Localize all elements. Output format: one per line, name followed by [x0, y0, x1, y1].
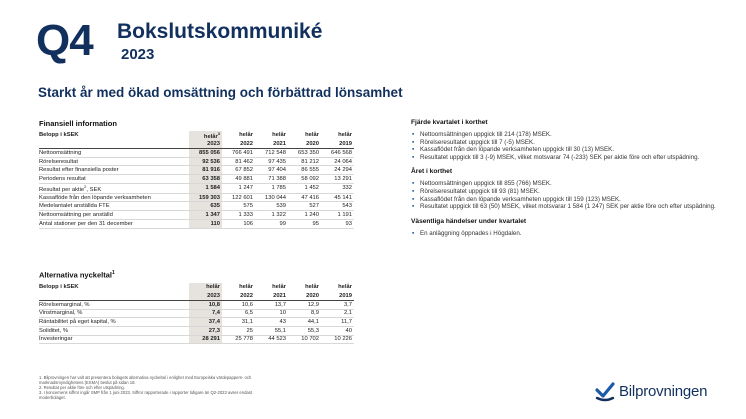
table-cell: 45 141 — [321, 193, 354, 202]
row-label — [39, 149, 189, 158]
column-header — [255, 283, 288, 292]
row-label-text: Räntabilitet på eget kapital, % — [39, 319, 116, 326]
column-header-text: helår — [206, 284, 220, 291]
year-header: 2022 — [222, 292, 255, 301]
table-cell: 539 — [255, 202, 288, 211]
table-row — [39, 149, 354, 158]
column-header-text: helår — [305, 284, 319, 291]
row-label — [39, 157, 189, 166]
table-cell: 543 — [321, 202, 354, 211]
table-cell: 855 056 — [189, 149, 222, 158]
table-cell: 97 404 — [255, 166, 288, 175]
row-label-text: Nettoomsättning per anställd — [39, 212, 113, 218]
table-cell: 766 491 — [222, 149, 255, 158]
row-label — [39, 326, 189, 335]
year-highlights-title: Året i korthet — [411, 168, 453, 176]
table-row — [39, 335, 354, 344]
table-cell: 159 303 — [189, 193, 222, 202]
row-label — [39, 166, 189, 175]
table-cell: 92 536 — [189, 157, 222, 166]
footnote-line: 2. Resultat per aktie före och efter utspädning. — [39, 385, 125, 390]
table-cell: 110 — [189, 219, 222, 228]
year-header: 2019 — [321, 140, 354, 149]
table-cell: 81 916 — [189, 166, 222, 175]
table-cell: 37,4 — [189, 318, 222, 327]
table-cell: 44,1 — [288, 318, 321, 327]
footnote-ref: 3 — [217, 131, 220, 136]
table-cell: 1 347 — [189, 211, 222, 220]
table-row — [39, 202, 354, 211]
blank-cell — [39, 140, 189, 149]
table-cell: 1 191 — [321, 211, 354, 220]
table-cell: 24 064 — [321, 157, 354, 166]
events-title: Väsentliga händelser under kvartalet — [411, 217, 527, 225]
year-row — [39, 140, 354, 149]
column-header — [321, 131, 354, 140]
blank-cell — [39, 292, 189, 301]
alternative-kpi-table — [39, 283, 354, 344]
footnote-line: 3. I koncernens siffror ingår SMP från 1 juni 2023. Siffror rapporterade i rapporter tidigare än Q2-2023 avser endast — [39, 390, 252, 395]
brand-name: Bilprovningen — [619, 382, 708, 400]
table-cell: 527 — [288, 202, 321, 211]
table-cell: 67 852 — [222, 166, 255, 175]
year-header: 2023 — [189, 140, 222, 149]
footnote-ref: 2 — [84, 183, 87, 189]
events-list — [411, 230, 731, 238]
table-row — [39, 309, 354, 318]
table-cell: 106 — [222, 219, 255, 228]
column-header-text: helår — [239, 132, 253, 139]
row-label-text: Antal stationer per den 31 december — [39, 220, 133, 227]
table-cell: 575 — [222, 202, 255, 211]
table-cell: 2,1 — [321, 309, 354, 318]
year-header: 2019 — [321, 292, 354, 301]
table-cell: 1 785 — [255, 183, 288, 193]
row-label-text: Rörelseresultat — [39, 158, 78, 165]
table-cell: 99 — [255, 219, 288, 228]
table-cell: 44 523 — [255, 335, 288, 344]
table-row — [39, 193, 354, 202]
column-header-text: helår — [203, 133, 218, 140]
row-label-text: Nettoomsättning — [39, 149, 82, 156]
table-cell: 28 291 — [189, 335, 222, 344]
table-cell: 712 548 — [255, 149, 288, 158]
footnote-line: 1. Bilprovningen har valt att presentera bolagets alternativa nyckeltal i enlighet med Europeiska värdepappers- och — [39, 375, 252, 380]
table-cell: 10 702 — [288, 335, 321, 344]
alternative-kpi-title — [39, 270, 115, 280]
table-cell: 10 226 — [321, 335, 354, 344]
table-cell: 1 322 — [255, 211, 288, 220]
year-highlights-list — [411, 180, 731, 210]
list-item: ▪ Nettoomsättningen uppgick till 855 (766) MSEK. — [411, 180, 731, 188]
table-cell: 1 333 — [222, 211, 255, 220]
column-header — [321, 283, 354, 292]
financial-table — [39, 131, 354, 229]
financial-info-title: Finansiell information — [39, 119, 117, 128]
table-cell: 332 — [321, 183, 354, 193]
table-cell: 653 350 — [288, 149, 321, 158]
footnotes — [39, 375, 339, 400]
row-label-text: Kassaflöde från den löpande verksamheten — [39, 194, 151, 201]
column-header-text: helår — [239, 284, 253, 291]
table-row — [39, 175, 354, 184]
table-cell: 122 601 — [222, 193, 255, 202]
table-cell: 13,7 — [255, 300, 288, 309]
table-cell: 81 462 — [222, 157, 255, 166]
table-cell: 6,5 — [222, 309, 255, 318]
row-label-text: Investeringar — [39, 336, 73, 343]
row-label-text: Vinstmarginal, % — [39, 310, 83, 317]
row-label-text: Medelantalet anställda FTE — [39, 203, 110, 210]
report-title: Bokslutskommuniké — [117, 20, 323, 43]
table-row — [39, 300, 354, 309]
column-header — [288, 283, 321, 292]
table-cell: 27,3 — [189, 326, 222, 335]
table-row — [39, 183, 354, 193]
row-label-text: Resultat efter finansiella poster — [39, 167, 119, 174]
row-label-suffix: , SEK — [86, 186, 102, 193]
list-item: ▪ Kassaflödet från den löpande verksamheten uppgick till 159 (123) MSEK. — [411, 196, 731, 204]
list-item: ▪ Rörelseresultatet uppgick till 7 (-5) MSEK. — [411, 139, 731, 147]
table-cell: 81 212 — [288, 157, 321, 166]
bilprovningen-logo — [594, 380, 707, 402]
row-label — [39, 183, 189, 193]
table-row — [39, 157, 354, 166]
alternative-kpi-title-text: Alternativa nyckeltal — [39, 270, 112, 280]
unit-label: Belopp i kSEK — [39, 284, 79, 291]
table-cell: 1 240 — [288, 211, 321, 220]
row-label — [39, 335, 189, 344]
year-header: 2020 — [288, 292, 321, 301]
table-cell: 12,9 — [288, 300, 321, 309]
row-label — [39, 211, 189, 220]
header-row — [39, 131, 354, 140]
table-cell: 10,6 — [222, 300, 255, 309]
table-row — [39, 318, 354, 327]
table-cell: 10,8 — [189, 300, 222, 309]
year-row — [39, 292, 354, 301]
report-year: 2023 — [121, 46, 155, 63]
table-cell: 7,4 — [189, 309, 222, 318]
row-label — [39, 193, 189, 202]
column-header-text: helår — [338, 132, 352, 139]
row-label — [39, 202, 189, 211]
footnote-line: moderbolaget. — [39, 395, 66, 400]
year-header: 2020 — [288, 140, 321, 149]
table-cell: 3,7 — [321, 300, 354, 309]
column-header — [189, 283, 222, 292]
row-label-text: Resultat per aktie — [39, 186, 85, 193]
list-item: ▪ En anläggning öppnades i Högdalen. — [411, 230, 731, 238]
table-cell: 55,3 — [288, 326, 321, 335]
row-label — [39, 219, 189, 228]
table-cell: 10 — [255, 309, 288, 318]
row-label-text: Periodens resultat — [39, 176, 86, 183]
table-cell: 8,9 — [288, 309, 321, 318]
year-header: 2021 — [255, 292, 288, 301]
column-header — [222, 283, 255, 292]
column-header-text: helår — [272, 132, 286, 139]
table-cell: 25 — [222, 326, 255, 335]
footnote-line: marknadsmyndighetens (ESMA) beslut på sidan 18. — [39, 380, 136, 385]
list-item: ▪ Nettoomsättningen uppgick till 214 (178) MSEK. — [411, 131, 731, 139]
list-item: ▪ Rörelseresultatet uppgick till 93 (81) MSEK. — [411, 188, 731, 196]
row-label — [39, 318, 189, 327]
row-label-text: Rörelsemarginal, % — [39, 301, 90, 308]
row-label — [39, 300, 189, 309]
column-header-text: helår — [272, 284, 286, 291]
table-cell: 43 — [255, 318, 288, 327]
list-item: ▪ Resultatet uppgick till 63 (50) MSEK, vilket motsvarar 1 584 (1 247) SEK per aktie före och efter utspädning. — [411, 203, 731, 211]
unit-label: Belopp i kSEK — [39, 132, 79, 139]
column-header-text: helår — [338, 284, 352, 291]
column-header — [255, 131, 288, 140]
column-header — [189, 131, 222, 140]
table-row — [39, 326, 354, 335]
column-header — [288, 131, 321, 140]
table-cell: 25 778 — [222, 335, 255, 344]
highlights-panel — [411, 119, 731, 244]
list-item: ▪ Kassaflödet från den löpande verksamheten uppgick till 30 (13) MSEK. — [411, 146, 731, 154]
q4-highlights-list — [411, 131, 731, 161]
table-cell: 55,1 — [255, 326, 288, 335]
column-header-text: helår — [305, 132, 319, 139]
q4-highlights-title: Fjärde kvartalet i korthet — [411, 119, 488, 126]
table-row — [39, 166, 354, 175]
table-cell: 40 — [321, 326, 354, 335]
table-cell: 86 555 — [288, 166, 321, 175]
list-item: ▪ Resultatet uppgick till 3 (-9) MSEK, vilket motsvarar 74 (-233) SEK per aktie före och efter utspädning. — [411, 154, 731, 162]
year-header: 2022 — [222, 140, 255, 149]
table-cell: 1 584 — [189, 183, 222, 193]
table-cell: 49 881 — [222, 175, 255, 184]
table-cell: 95 — [288, 219, 321, 228]
year-header: 2023 — [189, 292, 222, 301]
table-cell: 635 — [189, 202, 222, 211]
table-cell: 646 568 — [321, 149, 354, 158]
column-header — [222, 131, 255, 140]
table-cell: 1 247 — [222, 183, 255, 193]
table-cell: 24 294 — [321, 166, 354, 175]
table-cell: 13 291 — [321, 175, 354, 184]
table-cell: 1 452 — [288, 183, 321, 193]
footnote-ref: 1 — [111, 270, 115, 276]
table-cell: 47 416 — [288, 193, 321, 202]
table-cell: 71 388 — [255, 175, 288, 184]
quarter-label: Q4 — [36, 16, 93, 65]
table-cell: 93 — [321, 219, 354, 228]
row-label-text: Soliditet, % — [39, 327, 68, 334]
table-row — [39, 211, 354, 220]
table-cell: 63 358 — [189, 175, 222, 184]
header-row — [39, 283, 354, 292]
headline: Starkt år med ökad omsättning och förbättrad lönsamhet — [38, 85, 403, 100]
table-cell: 97 435 — [255, 157, 288, 166]
checkmark-shield-icon — [594, 380, 616, 402]
table-cell: 58 092 — [288, 175, 321, 184]
year-header: 2021 — [255, 140, 288, 149]
row-label — [39, 175, 189, 184]
table-cell: 31,1 — [222, 318, 255, 327]
table-cell: 11,7 — [321, 318, 354, 327]
table-cell: 130 044 — [255, 193, 288, 202]
row-label — [39, 309, 189, 318]
table-row — [39, 219, 354, 228]
